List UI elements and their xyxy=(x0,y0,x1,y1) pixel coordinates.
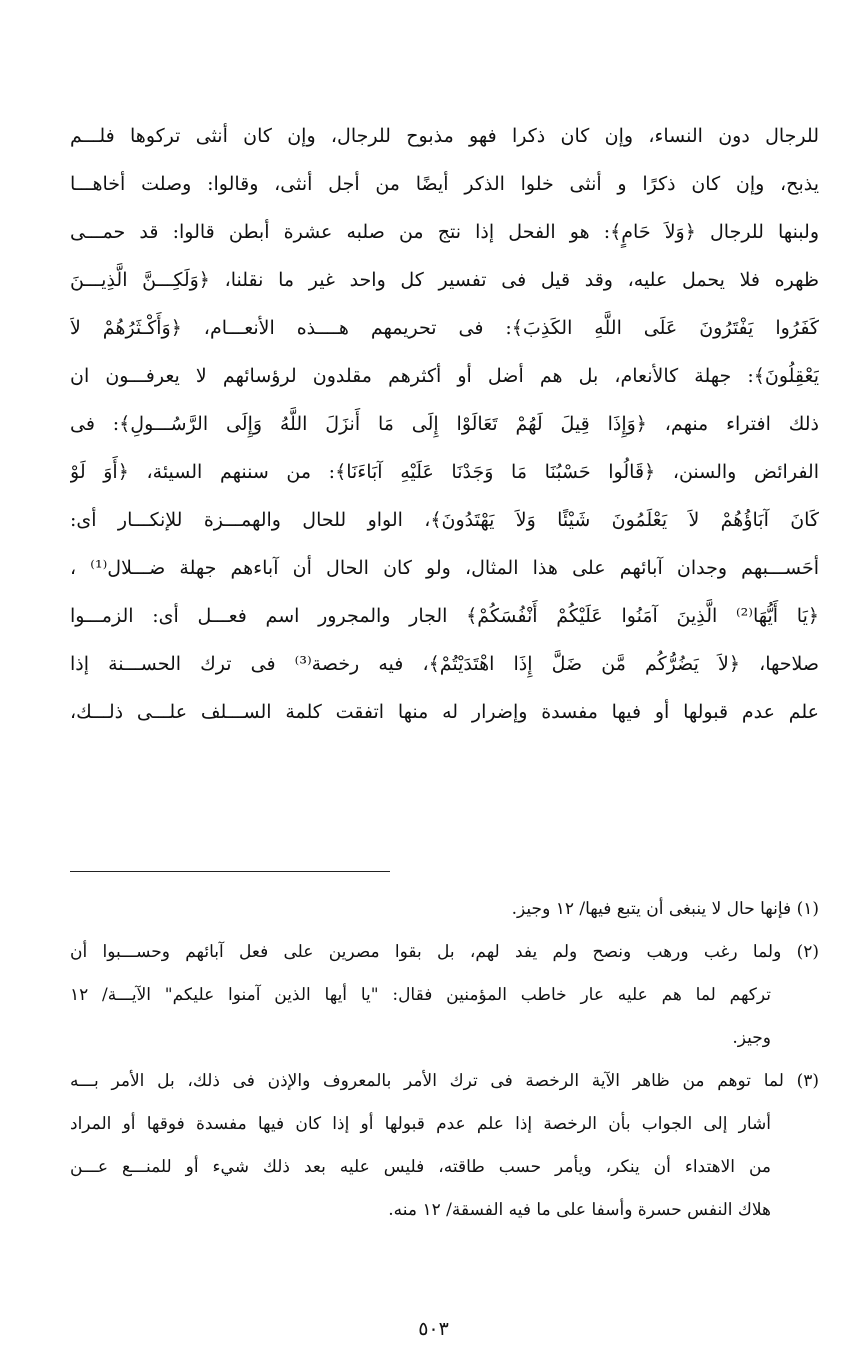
text-line: صلاحها، ﴿لاَ يَضُرُّكُم مَّن ضَلَّ إِذَا اهْتَدَيْتُمْ﴾، فيه رخصة⁽³⁾ فى ترك الحســـنة إذا xyxy=(70,653,819,675)
footnote-2: (٢) ولما رغب ورهب ونصح ولم يفد لهم، بل بقوا مصرين على فعل آبائهم وحســـبوا أن xyxy=(70,942,819,962)
footnotes xyxy=(70,888,819,1232)
footnote-3-continuation: أشار إلى الجواب بأن الرخصة إذا علم عدم قبولها أو إذا كان فيها مفسدة فوقها أو المراد xyxy=(70,1114,771,1134)
text-line: يَعْقِلُونَ﴾: جهلة كالأنعام، بل هم أضل أو أكثرهم مقلدون لرؤسائهم لا يعرفـــون ان xyxy=(70,365,819,387)
text-line: أحَســـبهم وجدان آبائهم على هذا المثال، ولو كان الحال أن آباءهم جهلة ضـــلال⁽¹⁾ ، xyxy=(70,557,819,579)
text-line: الفرائض والسنن، ﴿قَالُوا حَسْبُنَا مَا وَجَدْنَا عَلَيْهِ آبَاءَنَا﴾: من سننهم السيئة، ﴿أَوَ لَوْ xyxy=(70,461,819,483)
footnote-3-continuation: هلاك النفس حسرة وأسفا على ما فيه الفسقة/ ١٢ منه. xyxy=(388,1200,771,1220)
main-text xyxy=(70,112,819,736)
text-line: ذلك افتراء منهم، ﴿وَإِذَا قِيلَ لَهُمْ تَعَالَوْا إِلَى مَا أَنزَلَ اللَّهُ وَإِلَى الرَّسُـــولِ﴾: فى xyxy=(70,413,819,435)
text-line: للرجال دون النساء، وإن كان ذكرا فهو مذبوح للرجال، وإن كان أنثى تركوها فلـــم xyxy=(70,125,819,147)
footnote-3: (٣) لما توهم من ظاهر الآية الرخصة فى ترك الأمر بالمعروف والإذن فى ذلك، بل الأمر بـــه xyxy=(70,1071,819,1091)
text-line: كَفَرُوا يَفْتَرُونَ عَلَى اللَّهِ الكَذِبَ﴾: فى تحريمهم هــــذه الأنعـــام، ﴿وَأَكْـثَرُهُمْ لاَ xyxy=(70,317,819,339)
footnote-2-continuation: تركهم لما هم عليه عار خاطب المؤمنين فقال: "يا أيها الذين آمنوا عليكم" الآيـــة/ ١٢ xyxy=(70,985,771,1005)
footnote-3-continuation: من الاهتداء أن ينكر، ويأمر حسب طاقته، فليس عليه بعد ذلك شيء أو للمنـــع عـــن xyxy=(70,1157,771,1177)
page-number: ٥٠٣ xyxy=(418,1318,449,1340)
text-line: علم عدم قبولها أو فيها مفسدة وإضرار له منها اتفقت كلمة الســـلف علـــى ذلـــك، xyxy=(70,701,819,723)
footnote-1: (١) فإنها حال لا ينبغى أن يتبع فيها/ ١٢ وجيز. xyxy=(511,899,819,919)
text-line: ولبنها للرجال ﴿وَلاَ حَامٍ﴾: هو الفحل إذا نتج من صلبه عشرة أبطن قالوا: قد حمـــى xyxy=(70,221,819,243)
text-line: كَانَ آبَاؤُهُمْ لاَ يَعْلَمُونَ شَيْئًا وَلاَ يَهْتَدُونَ﴾، الواو للحال والهمـــزة للإنكـــار أى: xyxy=(70,509,819,531)
footnote-separator xyxy=(70,871,390,872)
text-line: ظهره فلا يحمل عليه، وقد قيل فى تفسير كل واحد غير ما نقلنا، ﴿وَلَكِـــنَّ الَّذِيـــنَ xyxy=(70,269,819,291)
text-line: يذبح، وإن كان ذكرًا و أنثى خلوا الذكر أيضًا من أجل أنثى، وقالوا: وصلت أخاهـــا xyxy=(70,173,819,195)
text-line: ﴿يَا أَيُّهَا⁽²⁾ الَّذِينَ آمَنُوا عَلَيْكُمْ أَنْفُسَكُمْ﴾ الجار والمجرور اسم فعـــل أى: الزمـــوا xyxy=(70,605,819,627)
footnote-2-continuation: وجيز. xyxy=(732,1028,771,1048)
